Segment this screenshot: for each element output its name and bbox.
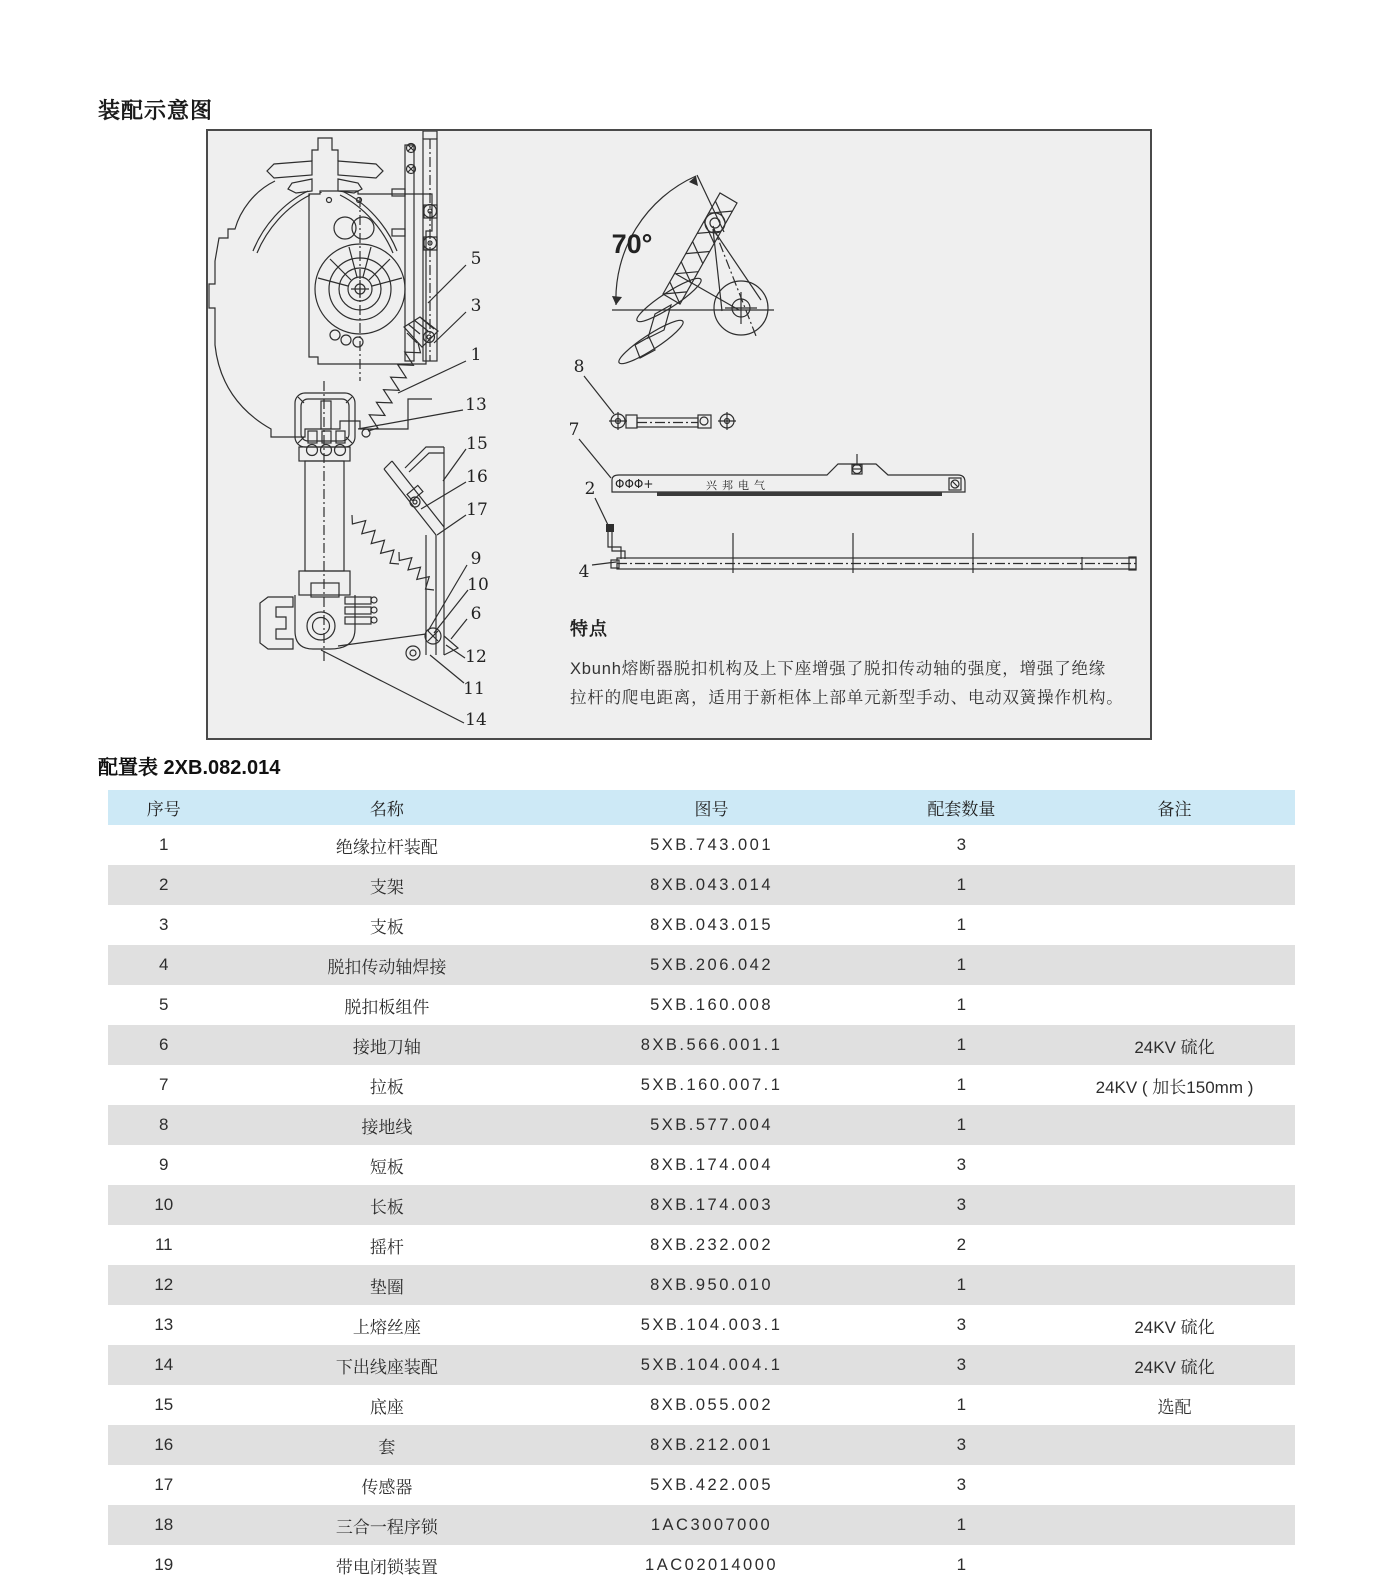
table-cell: 15: [154, 1395, 174, 1414]
table-cell: 摇杆: [369, 1237, 404, 1257]
table-cell: 11: [154, 1235, 173, 1254]
table-cell: 13: [154, 1315, 174, 1334]
callout-label: 12: [465, 647, 487, 667]
table-cell: 3: [159, 915, 169, 934]
table-cell: 3: [956, 835, 967, 854]
angle-label: 70°: [611, 229, 653, 259]
table-cell: 8XB.174.003: [554, 1185, 869, 1225]
table-cell: [1054, 1265, 1295, 1305]
table-cell: 套: [220, 1425, 555, 1465]
features-text-line: 拉杆的爬电距离，适用于新柜体上部单元新型手动、电动双簧操作机构。: [570, 689, 1124, 707]
table-cell: 1: [159, 835, 169, 854]
table-cell: 8XB.212.001: [554, 1425, 869, 1465]
callout-label: 9: [470, 549, 482, 569]
table-cell: 3: [869, 1185, 1054, 1225]
table-cell: 带电闭锁装置: [335, 1557, 438, 1577]
table-cell: 接地线: [220, 1105, 555, 1145]
table-cell: 长板: [220, 1185, 555, 1225]
table-cell: [1054, 865, 1295, 905]
table-cell: 8XB.043.015: [650, 915, 774, 934]
table-row: [108, 1345, 1295, 1385]
table-row: [108, 1545, 1295, 1585]
callout-label: 14: [465, 710, 487, 730]
plate-end-symbols: ΦΦΦ+: [615, 477, 654, 491]
table-cell: 1: [869, 1025, 1054, 1065]
table-row: [108, 1225, 1295, 1265]
table-cell: 1: [869, 865, 1054, 905]
table-cell: 4: [108, 945, 220, 985]
table-cell: 1: [869, 1105, 1054, 1145]
table-cell: 1AC3007000: [554, 1505, 869, 1545]
table-cell: 1: [869, 1505, 1054, 1545]
table-row: [108, 1385, 1295, 1425]
table-cell: [1054, 905, 1295, 945]
table-cell: [1054, 1145, 1295, 1185]
callout-label: 4: [578, 562, 590, 582]
table-cell: 垫圈: [220, 1265, 555, 1305]
ground-link-figure: [574, 357, 736, 430]
table-row: [108, 1145, 1295, 1185]
callout-label: 6: [470, 604, 482, 624]
table-row: [108, 1065, 1295, 1105]
table-header-row: [108, 790, 1295, 825]
table-cell: 3: [956, 1155, 967, 1174]
column-header: 备注: [1054, 790, 1295, 825]
table-cell: [1054, 1505, 1295, 1545]
table-title: 配置表 2XB.082.014: [98, 757, 281, 779]
table-cell: 9: [159, 1155, 169, 1174]
table-cell: 16: [108, 1425, 220, 1465]
table-cell: [1054, 1105, 1295, 1145]
callout-label: 3: [470, 296, 482, 316]
table-row: [108, 945, 1295, 985]
table-cell: 1: [956, 915, 967, 934]
table-cell: 10: [108, 1185, 220, 1225]
table-cell: 脱扣板组件: [344, 997, 430, 1017]
column-header: 名称: [220, 790, 555, 825]
table-cell: 1: [956, 1555, 967, 1574]
pull-plate-figure: [569, 420, 965, 496]
angle-view-figure: [612, 175, 774, 369]
table-cell: 三合一程序锁: [220, 1505, 555, 1545]
table-cell: 8XB.566.001.1: [554, 1025, 869, 1065]
table-cell: 17: [154, 1475, 174, 1494]
table-cell: 上熔丝座: [352, 1317, 421, 1337]
features-heading: 特点: [570, 619, 608, 639]
table-cell: 短板: [369, 1157, 404, 1177]
table-cell: [1054, 1185, 1295, 1225]
callout-label: 16: [466, 467, 488, 487]
table-cell: 5XB.104.004.1: [554, 1345, 869, 1385]
table-cell: 5XB.743.001: [650, 835, 774, 854]
plate-brand-text: 兴邦电气: [706, 480, 770, 492]
callout-label: 10: [467, 575, 489, 595]
table-cell: 8XB.950.010: [554, 1265, 869, 1305]
main-assembly-figure: [209, 131, 458, 661]
callout-label: 1: [470, 345, 482, 365]
callout-label: 5: [470, 249, 482, 269]
table-cell: 底座: [369, 1397, 404, 1417]
table-row: [108, 1185, 1295, 1225]
callout-label: 2: [584, 479, 596, 499]
table-cell: 8XB.055.002: [650, 1395, 774, 1414]
table-cell: 12: [108, 1265, 220, 1305]
column-header: 序号: [108, 790, 220, 825]
table-cell: [1054, 1225, 1295, 1265]
table-cell: 1: [956, 1075, 967, 1094]
table-cell: 2: [108, 865, 220, 905]
callout-label: 8: [573, 357, 585, 377]
table-cell: 14: [108, 1345, 220, 1385]
table-cell: 6: [108, 1025, 220, 1065]
table-row: [108, 825, 1295, 865]
table-row: [108, 865, 1295, 905]
table-cell: 8XB.232.002: [650, 1235, 774, 1254]
table-row: [108, 1025, 1295, 1065]
callout-label: 13: [465, 395, 487, 415]
table-cell: 18: [108, 1505, 220, 1545]
table-cell: 7: [159, 1075, 169, 1094]
table-row: [108, 1505, 1295, 1545]
table-cell: 拉板: [369, 1077, 404, 1097]
callout-label: 15: [466, 434, 488, 454]
assembly-diagram-panel: [206, 129, 1152, 740]
parts-table: [108, 790, 1295, 1585]
column-header: 图号: [554, 790, 869, 825]
table-cell: [1054, 1545, 1295, 1585]
table-cell: [1054, 1465, 1295, 1505]
table-cell: 5XB.104.003.1: [640, 1315, 783, 1334]
callout-label: 11: [463, 679, 485, 699]
table-cell: [1054, 945, 1295, 985]
table-cell: 支架: [220, 865, 555, 905]
table-cell: [1054, 1425, 1295, 1465]
table-cell: 5: [159, 995, 169, 1014]
table-cell: 5XB.160.008: [650, 995, 774, 1014]
table-row: [108, 985, 1295, 1025]
table-cell: 下出线座装配: [220, 1345, 555, 1385]
table-cell: 24KV 硫化: [1054, 1025, 1295, 1065]
table-cell: 5XB.577.004: [554, 1105, 869, 1145]
table-cell: 19: [154, 1555, 174, 1574]
table-cell: 绝缘拉杆装配: [335, 837, 438, 857]
table-row: [108, 905, 1295, 945]
table-cell: 3: [869, 1425, 1054, 1465]
column-header: 配套数量: [869, 790, 1054, 825]
table-row: [108, 1305, 1295, 1345]
table-cell: 1: [956, 995, 967, 1014]
features-block: [570, 615, 1145, 713]
table-cell: 接地刀轴: [220, 1025, 555, 1065]
table-row: [108, 1425, 1295, 1465]
table-cell: 1: [869, 945, 1054, 985]
table-cell: [1054, 985, 1295, 1025]
table-cell: 脱扣传动轴焊接: [220, 945, 555, 985]
callout-label: 7: [568, 420, 580, 440]
table-cell: 24KV 硫化: [1054, 1345, 1295, 1385]
table-row: [108, 1105, 1295, 1145]
table-cell: 3: [956, 1315, 967, 1334]
table-cell: 支板: [369, 917, 404, 937]
table-cell: 3: [956, 1475, 967, 1494]
table-cell: 24KV ( 加长150mm ): [1095, 1077, 1254, 1097]
page-title: 装配示意图: [98, 98, 214, 123]
table-cell: 8: [108, 1105, 220, 1145]
parts-table-wrap: [108, 790, 1295, 1585]
table-cell: 1: [956, 1395, 967, 1414]
table-cell: 选配: [1157, 1397, 1192, 1417]
table-row: [108, 1265, 1295, 1305]
features-text-line: Xbunh熔断器脱扣机构及上下座增强了脱扣传动轴的强度，增强了绝缘: [570, 660, 1107, 678]
table-cell: 1AC02014000: [645, 1555, 779, 1574]
table-cell: 2: [956, 1235, 967, 1254]
table-cell: 3: [869, 1345, 1054, 1385]
table-cell: 8XB.174.004: [650, 1155, 774, 1174]
callout-label: 17: [466, 500, 488, 520]
table-cell: 8XB.043.014: [554, 865, 869, 905]
table-cell: 5XB.206.042: [554, 945, 869, 985]
table-cell: 5XB.160.007.1: [640, 1075, 783, 1094]
table-cell: 传感器: [361, 1477, 413, 1497]
table-cell: 24KV 硫化: [1134, 1317, 1215, 1337]
table-cell: 1: [869, 1265, 1054, 1305]
table-row: [108, 1465, 1295, 1505]
table-cell: [1054, 825, 1295, 865]
table-cell: 5XB.422.005: [650, 1475, 774, 1494]
